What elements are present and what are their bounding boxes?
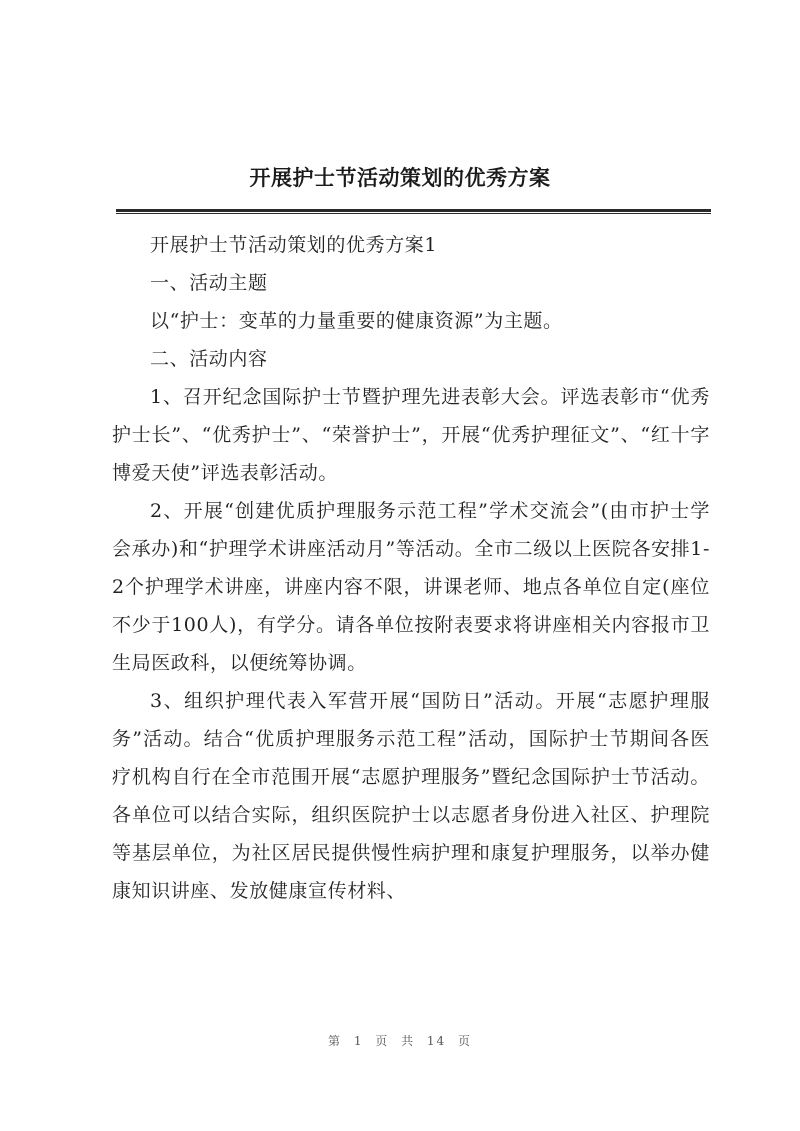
paragraph-theme: 以“护士：变革的力量重要的健康资源”为主题。 xyxy=(150,310,563,332)
subheading-content: 二、活动内容 xyxy=(150,348,268,370)
document-body xyxy=(112,226,710,910)
paragraph-item-2: 2、开展“创建优质护理服务示范工程”学术交流会”(由市护士学会承办)和“护理学术讲座活动月”等活动。全市二级以上医院各安排1-2个护理学术讲座，讲座内容不限，讲课老师、地点各单位自定(座位不少于100人)，有学分。请各单位按附表要求将讲座相关内容报市卫生局医政科，以便统筹协调。 xyxy=(112,500,710,674)
title-divider xyxy=(116,209,711,214)
section-heading: 开展护士节活动策划的优秀方案1 xyxy=(150,234,438,256)
paragraph-item-1: 1、召开纪念国际护士节暨护理先进表彰大会。评选表彰市“优秀护士长”、“优秀护士”、“荣誉护士”，开展“优秀护理征文”、“红十字博爱天使”评选表彰活动。 xyxy=(112,386,710,484)
paragraph-item-3: 3、组织护理代表入军营开展“国防日”活动。开展“志愿护理服务”活动。结合“优质护理服务示范工程”活动，国际护士节期间各医疗机构自行在全市范围开展“志愿护理服务”暨纪念国际护士节活动。各单位可以结合实际，组织医院护士以志愿者身份进入社区、护理院等基层单位，为社区居民提供慢性病护理和康复护理服务，以举办健康知识讲座、发放健康宣传材料、 xyxy=(112,690,710,902)
document-title: 开展护士节活动策划的优秀方案 xyxy=(249,165,551,190)
page-footer: 第 1 页 共 14 页 xyxy=(328,1034,472,1048)
subheading-theme: 一、活动主题 xyxy=(150,272,268,294)
